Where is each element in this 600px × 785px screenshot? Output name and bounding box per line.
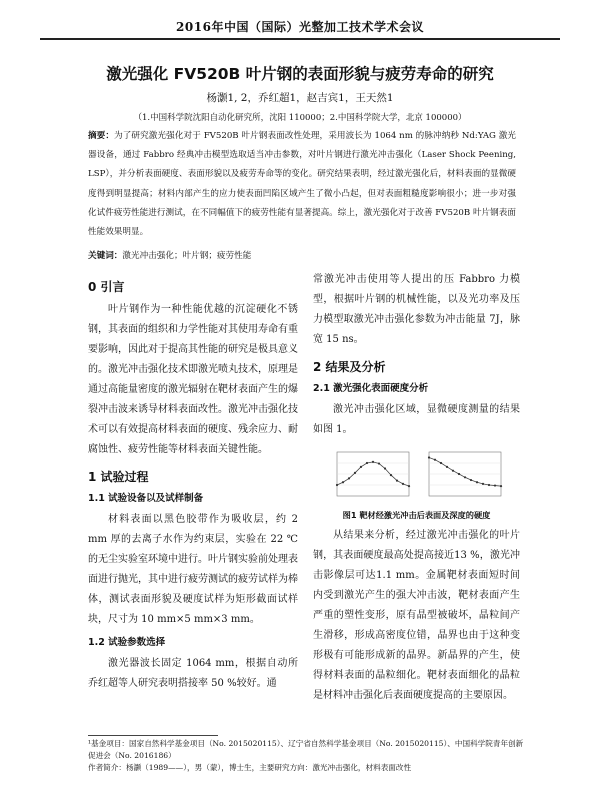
paragraph: 叶片钢作为一种性能优越的沉淀硬化不锈钢，其表面的组织和力学性能对其使用寿命有重要影响，因此对于提高其性能的研究是极具意义的。激光冲击强化技术即激光喷丸技术，原理是通过高能量密度的激光辐射在靶材表面产生的爆裂冲击波来诱导材料表面改性。激光冲击强化技术可以有效提高材料表面的硬度、残余应力、耐腐蚀性、疲劳性能等材料表面关键性能。 — [88, 304, 298, 455]
data-point — [383, 467, 385, 469]
data-point — [439, 462, 441, 464]
data-point — [407, 485, 409, 487]
footnotes — [88, 738, 528, 774]
figure-1 — [313, 448, 520, 504]
data-point — [371, 461, 373, 463]
right-column — [313, 270, 520, 706]
data-point — [353, 472, 355, 474]
subsection-heading: 1.1 试验设备以及试样制备 — [88, 493, 204, 504]
data-point — [475, 481, 477, 483]
header-rule — [40, 38, 560, 40]
data-point — [377, 462, 379, 464]
data-point — [335, 484, 337, 486]
data-point — [445, 466, 447, 468]
keywords-text: 激光冲击强化；叶片钢；疲劳性能 — [122, 251, 252, 261]
data-point — [463, 476, 465, 478]
section-heading: 1 试验过程 — [88, 470, 149, 484]
figure-caption: 图1 靶材经激光冲击后表面及深度的硬度 — [342, 510, 491, 520]
paragraph: 从结果来分析，经过激光冲击强化的叶片钢，其表面硬度最高处提高接近13 %，激光冲击影像层可达1.1 mm。金属靶材表面短时间内受到激光产生的强大冲击波，靶材表面产生严重的塑性变形，原有晶型被破坏，晶粒间产生滑移，形成高密度位错，晶界也由于这种变形极有可能形成新的晶界。新晶界的产生，使得材料表面的晶粒细化。靶材表面细化的晶粒是材料冲击强化后表面硬度提高的主要原因。 — [313, 530, 520, 701]
keywords-label: 关键词： — [88, 251, 123, 261]
abstract-text: 为了研究激光强化对于 FV520B 叶片钢表面改性处理，采用波长为 1064 nm 的脉冲纳秒 Nd:YAG 激光器设备，通过 Fabbro 经典冲击模型选取适当冲击参数，对叶片钢进行激光冲击强化（Laser Shock Peening, LSP），并分析表面硬度、表面形貌以及疲劳寿命等的变化。研究结果表明，经过激光强化后，材料表面的显微硬度得到明显提高；材料内部产生的应力使表面凹陷区域产生了微小凸起，但对表面粗糙度影响很小；进一步对强化试件疲劳性能进行测试，在不同幅值下的疲劳性能有显著提高。综上，激光强化对于改善 FV520B 叶片钢表面性能效果明显。 — [88, 131, 516, 238]
affiliation: （1.中国科学院沈阳自动化研究所，沈阳 110000；2.中国科学院大学，北京 100000） — [133, 113, 467, 123]
data-point — [401, 483, 403, 485]
author-footnote: 作者简介：杨灏（1989——），男（蒙），博士生，主要研究方向：激光冲击强化，材料表面改性 — [88, 763, 412, 772]
footnote-rule — [88, 735, 218, 736]
subsection-heading: 2.1 激光强化表面硬度分析 — [313, 383, 429, 394]
data-point — [481, 483, 483, 485]
hardness-chart-depth — [421, 448, 505, 504]
data-point — [347, 477, 349, 479]
keywords — [88, 249, 251, 261]
fund-footnote: ¹基金项目：国家自然科学基金项目（No. 2015020115）、辽宁省自然科学基金项目（No. 2015020115）、中国科学院青年创新促进会（No. 2016186） — [88, 739, 524, 760]
data-point — [365, 462, 367, 464]
subsection-heading: 1.2 试验参数选择 — [88, 637, 166, 648]
data-point — [487, 484, 489, 486]
data-point — [457, 473, 459, 475]
paragraph: 材料表面以黑色胶带作为吸收层，约 2 mm 厚的去离子水作为约束层，实验在 22 ℃ 的无尘实验室环境中进行。叶片钢实验前处理表面进行抛光，其中进行疲劳测试的疲劳试样为棒体，测试表面形貌及硬度试样为矩形截面试样块，尺寸为 10 mm×5 mm×3 mm。 — [88, 514, 298, 625]
data-point — [395, 480, 397, 482]
data-point — [427, 456, 429, 458]
paper-title: 激光强化 FV520B 叶片钢的表面形貌与疲劳寿命的研究 — [106, 65, 494, 83]
data-point — [499, 485, 501, 487]
data-point — [451, 470, 453, 472]
paragraph: 激光器波长固定 1064 mm，根据自动所乔红超等人研究表明搭接率 50 %较好。通 — [88, 658, 298, 689]
paragraph: 激光冲击强化区域，显微硬度测量的结果如图 1。 — [313, 404, 520, 435]
left-column — [88, 270, 298, 694]
data-point — [469, 479, 471, 481]
abstract — [88, 127, 516, 242]
conference-header: 2016年中国（国际）光整加工技术学术会议 — [176, 20, 424, 34]
author-list: 杨灏1, 2，乔红超1，赵吉宾1，王天然1 — [206, 92, 394, 104]
data-point — [341, 481, 343, 483]
abstract-label: 摘要： — [88, 131, 115, 141]
data-point — [493, 484, 495, 486]
section-heading: 0 引言 — [88, 280, 125, 294]
section-heading: 2 结果及分析 — [313, 360, 386, 374]
hardness-chart-surface — [329, 448, 413, 504]
data-point — [389, 474, 391, 476]
data-point — [433, 459, 435, 461]
paragraph: 常激光冲击使用等人提出的压 Fabbro 力模型，根据叶片钢的机械性能，以及光功率及压力模型取激光冲击强化参数为冲击能量 7J，脉宽 15 ns。 — [313, 274, 520, 345]
data-point — [359, 466, 361, 468]
